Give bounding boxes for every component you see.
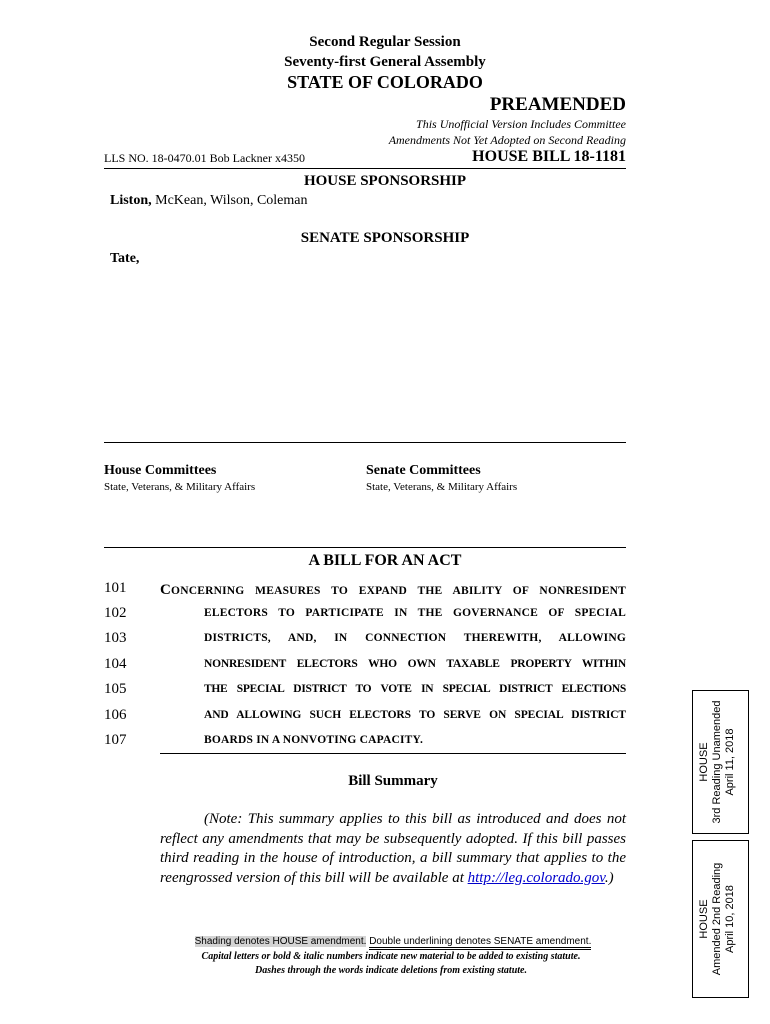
leg-colorado-link[interactable]: http://leg.colorado.gov [467, 869, 605, 886]
stamp-action: 3rd Reading Unamended [711, 700, 723, 824]
bill-heading: A BILL FOR AN ACT [308, 552, 462, 569]
stamp-second-reading-text [698, 847, 737, 991]
bill-title-first-letter: C [160, 582, 172, 598]
shading-legend: Shading denotes HOUSE amendment. [194, 936, 367, 947]
bill-summary-note-end: .) [604, 869, 614, 886]
line-number: 106 [104, 707, 127, 723]
stamp-date: April 11, 2018 [724, 728, 736, 796]
assembly-title: Seventy-first General Assembly [284, 54, 486, 70]
senate-committees-list: State, Veterans, & Military Affairs [366, 481, 518, 493]
stamp-date: April 10, 2018 [724, 885, 736, 953]
bill-title-line: DISTRICTS, AND, IN CONNECTION THEREWITH, ALLOWING [204, 632, 626, 644]
bill-rule-top [104, 547, 626, 548]
senate-sponsorship-heading: SENATE SPONSORSHIP [300, 230, 470, 246]
bill-summary-heading: Bill Summary [348, 773, 438, 789]
house-committees-heading: House Committees [104, 463, 217, 478]
session-title: Second Regular Session [309, 34, 461, 50]
bill-title-text: ONCERNING MEASURES TO EXPAND THE ABILITY OF NONRESIDENT [171, 585, 626, 597]
senate-lead-sponsor: Tate, [110, 251, 140, 266]
bill-title-line: NONRESIDENT ELECTORS WHO OWN TAXABLE PROPERTY WITHIN [204, 658, 626, 670]
line-number: 107 [104, 732, 127, 748]
line-number: 104 [104, 656, 127, 672]
bill-summary-note-text: (Note: This summary applies to this bill as introduced and does not reflect any amendments that may be subsequently adopted. If this bill passes third reading in the house of introduction, a bill summary that applies to the reengrossed version of this bill will be available at [160, 811, 626, 886]
house-other-sponsors: McKean, Wilson, Coleman [155, 193, 308, 208]
stamp-chamber: HOUSE [698, 742, 710, 782]
header-rule [104, 168, 626, 169]
line-number: 105 [104, 681, 127, 697]
dashes-legend: Dashes through the words indicate deletions from existing statute. [255, 965, 527, 976]
preamended-title: PREAMENDED [489, 94, 626, 115]
preamended-note-2: Amendments Not Yet Adopted on Second Reading [388, 133, 626, 147]
stamp-action: Amended 2nd Reading [711, 862, 723, 976]
house-committees-list: State, Veterans, & Military Affairs [104, 481, 256, 493]
line-number: 103 [104, 630, 127, 646]
house-sponsorship-heading: HOUSE SPONSORSHIP [303, 173, 467, 189]
stamp-third-reading [692, 690, 749, 834]
bill-summary-note [160, 810, 626, 888]
bill-title-line: ELECTORS TO PARTICIPATE IN THE GOVERNANCE OF SPECIAL [204, 607, 626, 619]
bill-title-line: THE SPECIAL DISTRICT TO VOTE IN SPECIAL DISTRICT ELECTIONS [204, 683, 626, 695]
underline-legend: Double underlining denotes SENATE amendment. [369, 936, 591, 950]
bill-rule-bottom [160, 753, 626, 754]
committees-rule [104, 442, 626, 443]
amendment-legend [160, 936, 626, 947]
stamp-chamber: HOUSE [698, 899, 710, 939]
preamended-note-1: This Unofficial Version Includes Committee [416, 117, 626, 131]
stamp-third-reading-text [698, 697, 737, 827]
bill-title-line: BOARDS IN A NONVOTING CAPACITY. [204, 734, 424, 746]
state-title: STATE OF COLORADO [287, 72, 483, 92]
line-number: 102 [104, 605, 127, 621]
house-lead-sponsor: Liston, [110, 193, 152, 208]
lls-number: LLS NO. 18-0470.01 Bob Lackner x4350 [104, 151, 305, 165]
bill-title-line [160, 582, 626, 599]
capital-legend: Capital letters or bold & italic numbers indicate new material to be added to existing statute. [201, 951, 581, 962]
bill-number: HOUSE BILL 18-1181 [472, 148, 626, 165]
line-number: 101 [104, 580, 127, 596]
bill-title-line: AND ALLOWING SUCH ELECTORS TO SERVE ON SPECIAL DISTRICT [204, 709, 626, 721]
house-sponsors [110, 193, 308, 209]
stamp-second-reading [692, 840, 749, 998]
senate-committees-heading: Senate Committees [366, 463, 481, 478]
